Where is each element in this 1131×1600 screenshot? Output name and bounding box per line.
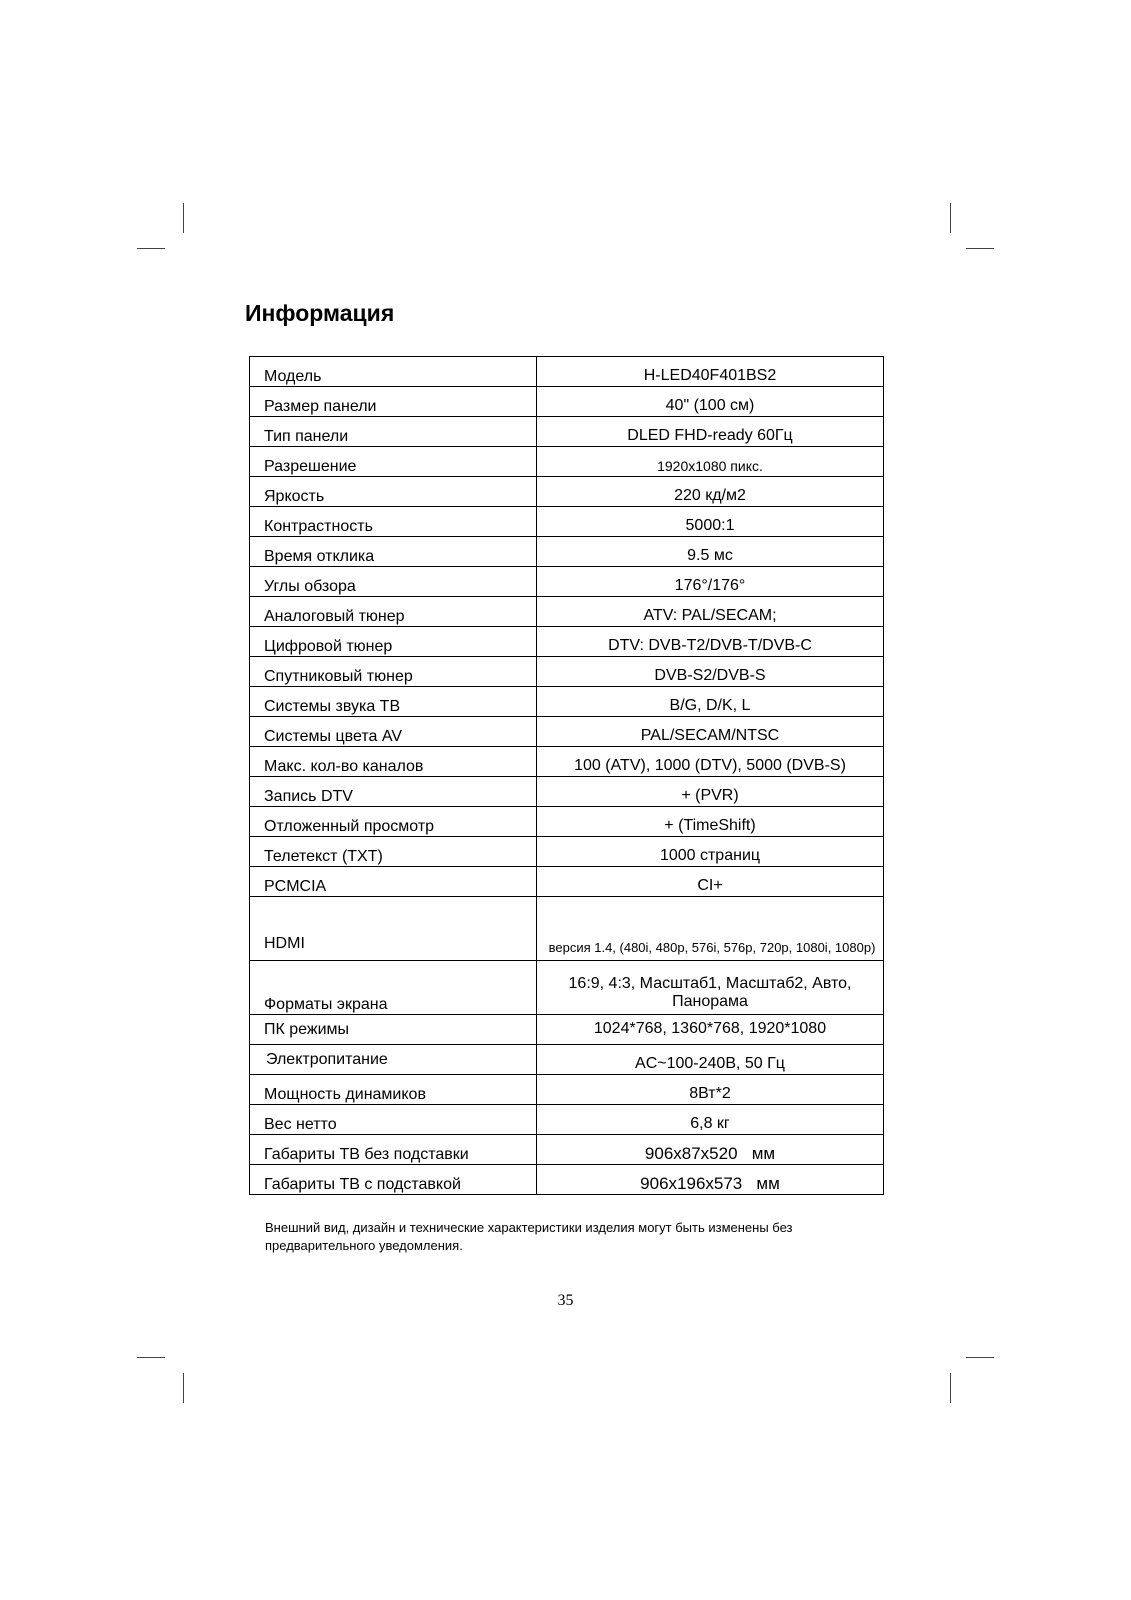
spec-label: Время отклика	[250, 537, 537, 567]
table-row	[250, 1045, 884, 1075]
spec-value: 906x87x520 мм	[537, 1135, 884, 1165]
spec-value: DLED FHD-ready 60Гц	[537, 417, 884, 447]
spec-label: Размер панели	[250, 387, 537, 417]
table-row	[250, 1075, 884, 1105]
spec-label: Тип панели	[250, 417, 537, 447]
spec-label: Электропитание	[250, 1045, 537, 1075]
spec-label: Макс. кол-во каналов	[250, 747, 537, 777]
page-number: 35	[557, 1292, 574, 1309]
spec-value: DTV: DVB-T2/DVB-T/DVB-C	[537, 627, 884, 657]
spec-value: + (TimeShift)	[537, 807, 884, 837]
table-row	[250, 507, 884, 537]
table-row	[250, 537, 884, 567]
spec-label: Углы обзора	[250, 567, 537, 597]
spec-value: 5000:1	[537, 507, 884, 537]
spec-value: PAL/SECAM/NTSC	[537, 717, 884, 747]
spec-label: Системы звука ТВ	[250, 687, 537, 717]
table-row	[250, 747, 884, 777]
spec-label: Форматы экрана	[250, 961, 537, 1015]
table-row	[250, 567, 884, 597]
spec-value: 16:9, 4:3, Масштаб1, Масштаб2, Авто, Панорама	[537, 961, 884, 1015]
spec-value: 1920x1080 пикс.	[537, 447, 884, 477]
table-row	[250, 1165, 884, 1195]
spec-label: Яркость	[250, 477, 537, 507]
spec-value: 8Вт*2	[537, 1075, 884, 1105]
spec-value: 1000 страниц	[537, 837, 884, 867]
crop-mark-bottom-right-vertical	[950, 1373, 951, 1403]
spec-label: Модель	[250, 357, 537, 387]
crop-mark-bottom-right-horizontal	[966, 1357, 994, 1358]
spec-value: версия 1.4, (480i, 480p, 576i, 576p, 720p, 1080i, 1080p)	[537, 897, 884, 961]
spec-value: 176°/176°	[537, 567, 884, 597]
spec-value: 906x196x573 мм	[537, 1165, 884, 1195]
table-row	[250, 357, 884, 387]
spec-table	[249, 356, 884, 1195]
crop-mark-bottom-left-vertical	[183, 1373, 184, 1403]
table-row	[250, 837, 884, 867]
spec-value: 40" (100 см)	[537, 387, 884, 417]
table-row	[250, 807, 884, 837]
spec-label: Разрешение	[250, 447, 537, 477]
spec-value: AC~100-240В, 50 Гц	[537, 1045, 884, 1075]
spec-label: Габариты ТВ с подставкой	[250, 1165, 537, 1195]
spec-label: Контрастность	[250, 507, 537, 537]
crop-mark-top-right-horizontal	[966, 248, 994, 249]
spec-value: 6,8 кг	[537, 1105, 884, 1135]
spec-value: B/G, D/K, L	[537, 687, 884, 717]
table-row	[250, 447, 884, 477]
spec-value: 220 кд/м2	[537, 477, 884, 507]
spec-value: + (PVR)	[537, 777, 884, 807]
table-row	[250, 1105, 884, 1135]
table-row	[250, 867, 884, 897]
crop-mark-top-right-vertical	[950, 203, 951, 233]
table-row	[250, 657, 884, 687]
table-row	[250, 1135, 884, 1165]
table-row	[250, 687, 884, 717]
spec-label: Спутниковый тюнер	[250, 657, 537, 687]
spec-label: Мощность динамиков	[250, 1075, 537, 1105]
table-row	[250, 777, 884, 807]
table-row	[250, 597, 884, 627]
table-row	[250, 477, 884, 507]
spec-label: Телетекст (TXT)	[250, 837, 537, 867]
table-row	[250, 897, 884, 961]
crop-mark-top-left-horizontal	[137, 248, 165, 249]
spec-label: Отложенный просмотр	[250, 807, 537, 837]
table-row	[250, 417, 884, 447]
spec-label: PCMCIA	[250, 867, 537, 897]
spec-value: 9.5 мс	[537, 537, 884, 567]
page-title: Информация	[245, 300, 395, 326]
disclaimer-note: Внешний вид, дизайн и технические характеристики изделия могут быть изменены без предварительного уведомления.	[265, 1220, 793, 1253]
spec-value: H-LED40F401BS2	[537, 357, 884, 387]
crop-mark-bottom-left-horizontal	[137, 1357, 165, 1358]
spec-label: Габариты ТВ без подставки	[250, 1135, 537, 1165]
table-row	[250, 627, 884, 657]
table-row	[250, 961, 884, 1015]
spec-label: Аналоговый тюнер	[250, 597, 537, 627]
spec-label: Вес нетто	[250, 1105, 537, 1135]
spec-label: Системы цвета AV	[250, 717, 537, 747]
spec-label: ПК режимы	[250, 1015, 537, 1045]
spec-value: DVB-S2/DVB-S	[537, 657, 884, 687]
spec-value: ATV: PAL/SECAM;	[537, 597, 884, 627]
table-row	[250, 387, 884, 417]
spec-value: 1024*768, 1360*768, 1920*1080	[537, 1015, 884, 1045]
spec-value: CI+	[537, 867, 884, 897]
spec-label: Цифровой тюнер	[250, 627, 537, 657]
spec-label: HDMI	[250, 897, 537, 961]
spec-label: Запись DTV	[250, 777, 537, 807]
table-row	[250, 1015, 884, 1045]
table-row	[250, 717, 884, 747]
spec-value: 100 (ATV), 1000 (DTV), 5000 (DVB-S)	[537, 747, 884, 777]
crop-mark-top-left-vertical	[183, 203, 184, 233]
